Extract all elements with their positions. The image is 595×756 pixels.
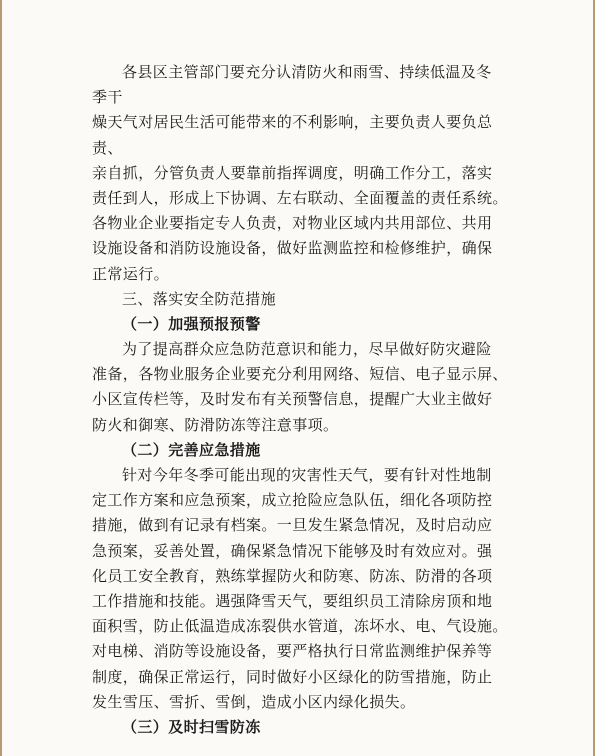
text-line: 责任到人，形成上下协调、左右联动、全面覆盖的责任系统。 <box>92 188 508 207</box>
text-line: 制度，确保正常运行，同时做好小区绿化的防雪措施，防止 <box>92 667 493 686</box>
text-line: 化员工安全教育，熟练掌握防火和防寒、防冻、防滑的各项 <box>92 566 493 585</box>
document-page <box>92 60 517 740</box>
text-line: 燥天气对居民生活可能带来的不利影响，主要负责人要负总 <box>92 113 493 132</box>
text-line: 季干 <box>92 88 123 107</box>
text-line: 防火和御寒、防滑防冻等注意事项。 <box>92 415 339 434</box>
text-line: 为了提高群众应急防范意识和能力，尽早做好防灾避险 <box>122 340 492 359</box>
text-line: 正常运行。 <box>92 264 170 283</box>
text-line: 急预案，妥善处置，确保紧急情况下能够及时有效应对。强 <box>92 541 493 560</box>
text-line: 工作措施和技能。遇强降雪天气，要组织员工清除房顶和地 <box>92 591 493 610</box>
section-subheading: （三）及时扫雪防冻 <box>122 717 261 736</box>
text-line: 责、 <box>92 138 123 157</box>
text-line: 对电梯、消防等设施设备，要严格执行日常监测维护保养等 <box>92 642 493 661</box>
text-line: 准备，各物业服务企业要充分利用网络、短信、电子显示屏、 <box>92 365 508 384</box>
text-line: 小区宣传栏等，及时发布有关预警信息，提醒广大业主做好 <box>92 390 493 409</box>
text-line: 定工作方案和应急预案，成立抢险应急队伍，细化各项防控 <box>92 491 493 510</box>
text-line: 发生雪压、雪折、雪倒，造成小区内绿化损失。 <box>92 692 416 711</box>
page-edge-left <box>0 0 2 756</box>
text-line: 各县区主管部门要充分认清防火和雨雪、持续低温及冬 <box>122 63 492 81</box>
text-line: 措施，做到有记录有档案。一旦发生紧急情况，及时启动应 <box>92 516 493 535</box>
text-line: 各物业企业要指定专人负责，对物业区域内共用部位、共用 <box>92 214 493 233</box>
text-line: 亲自抓，分管负责人要靠前指挥调度，明确工作分工，落实 <box>92 163 493 182</box>
section-subheading: （二）完善应急措施 <box>122 440 261 459</box>
text-line: 三、落实安全防范措施 <box>122 289 277 308</box>
text-line: 设施设备和消防设施设备，做好监测监控和检修维护，确保 <box>92 239 493 258</box>
text-line: 针对今年冬季可能出现的灾害性天气，要有针对性地制 <box>122 466 492 484</box>
text-line: 面积雪，防止低温造成冻裂供水管道，冻坏水、电、气设施。 <box>92 617 508 636</box>
section-subheading: （一）加强预报预警 <box>122 314 261 333</box>
